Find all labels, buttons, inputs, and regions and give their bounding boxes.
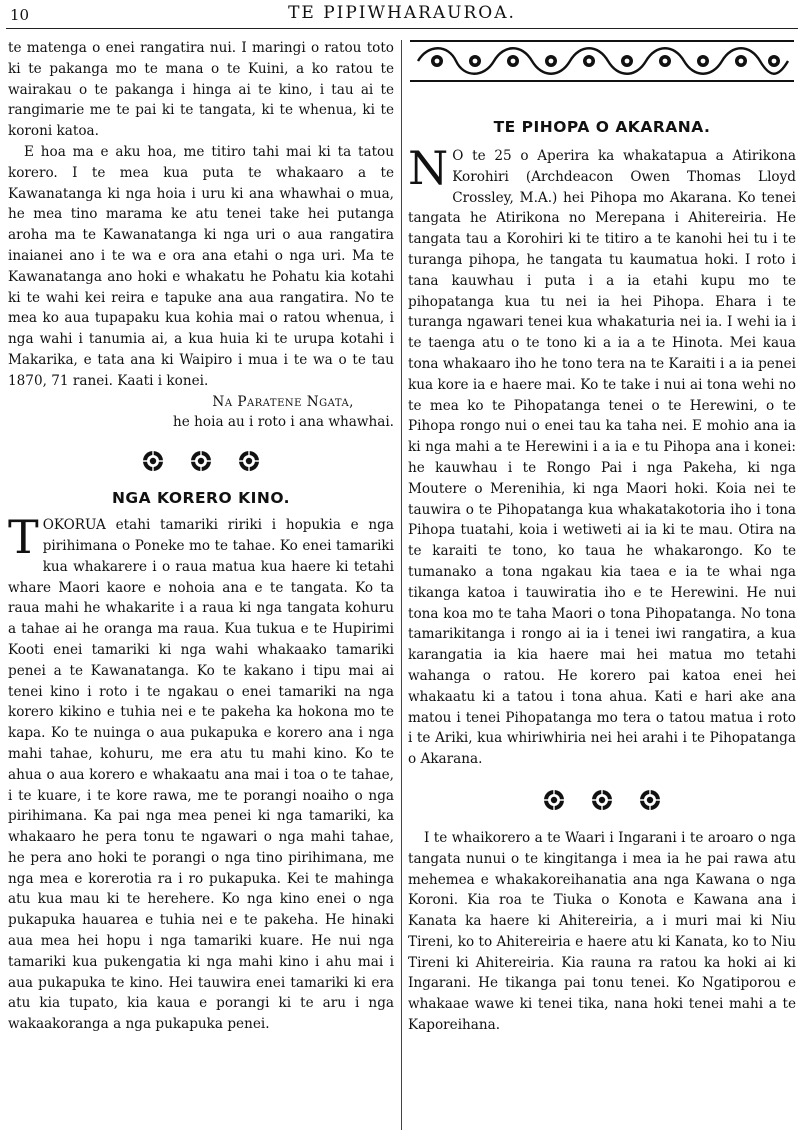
news-paragraph: I te whaikorero a te Waari i Ingarani i te aroaro o nga tangata nunui o te kingitanga i mea ia he pai rawa atu mehemea e whakakoreihanatia ana nga Kawana o nga Koroni. Kia roa te Tiuka o Konota e Kawana ana i Kanata ka haere ki Ahitereiria, a i muri mai ki Niu Tireni, ko to Ahitereiria e haere atu ki Kanata, ko to Niu Tireni ki Ahitereiria. Kia rauna ra ratou ka hoki ai ki Ingarani. He tikanga pai tonu tenei. Ko Ngatiporou e whakaae wawe ki tenei tika, nana hoki tenei mahi a te Kaporeihana. xyxy=(408,829,796,1034)
letter-paragraph: te matenga o enei rangatira nui. I maringi o ratou toto ki te pakanga mo te mana o te Kuini, a ko ratou te wairakau o te pakanga i hinga ai te kino, i tau ai te rangimarie me te pai ki te tangata, ki te whenua, ki te koroni katoa. xyxy=(8,40,394,140)
right-column xyxy=(408,38,796,1136)
decorative-band-icon xyxy=(408,38,796,84)
article-body xyxy=(408,141,796,770)
article-heading: TE PIHOPA O AKARANA. xyxy=(493,118,711,136)
drop-cap: N xyxy=(408,141,449,195)
newspaper-title: TE PIPIWHARAUROA. xyxy=(288,3,516,23)
header-rule xyxy=(6,28,798,29)
column-divider xyxy=(401,40,402,1130)
article-text: O te 25 o Aperira ka whakatapua a Atirikona Korohiri (Archdeacon Owen Thomas Lloyd Crossley, M.A.) hei Pihopa mo Akarana. Ko tenei tangata he Atirikona no Merepana i Ahitereiria. He tangata tau a Korohiri ki te titiro a te kanohi hei tu i te turanga pihopa, he tangata tu kaumatua hoki. I roto i tana kauwhau i puta i a ia etahi kupu mo te pihopatanga kua tu nei ia hei Pihopa. Ehara i te turanga ngawari tenei kua whakaturia nei ia. I wehi ia i te taenga atu o te tono ki a ia a te Hinota. Mei kaua tona whakaaro iho he tono tera na te Karaiti i a ia penei kua kore ia e haere mai. Ko te take i nui ai tona wehi no te mea ko te Pihopatanga tenei o te Herewini, o te Pihopa rongo nui o enei tau ka taha nei. E mohio ana ia ki nga mahi a te Herewini i a ia e tu Pihopa ana i konei: he kauwhau i te Rongo Pai i nga Pakeha, ki nga Moutere o Merenihia, ki nga Maori hoki. Koia nei te tauwira o te Pihopatanga kua whakatakotoria iho i tona Pihopa tuatahi, koia i wetiweti ai ia ki te mau. Otira na te karaiti te tono, ko taua he whakarongo. Ko te tumanako a tona ngakau kia taea e ia te whai nga tikanga katoa i tauwiratia iho e te Herewini. He nui tona koa mo te taha Maori o tona Pihopatanga. No tona tamarikitanga i rongo ai ia i tenei iwi rangatira, a kua karangatia ia kia haere mai hei matua mo tetahi wahanga o ratou. He korero pai katoa enei hei whakaatu ki a tatou i tona ahua. Kati e hari ake ana matou i tenei Pihopatanga mo tera o tatou matua i roto i te Ariki, kua whiriwhiria nei hei arahi i te Pihopatanga o Akarana. xyxy=(408,148,796,768)
signature-role: he hoia au i roto i ana whawhai. xyxy=(173,414,394,431)
rosette-icon xyxy=(639,789,661,811)
left-column xyxy=(8,38,394,1136)
rosette-icon xyxy=(238,450,260,472)
drop-cap: T xyxy=(8,510,39,565)
signature-name: Na Paratene Ngata, xyxy=(212,393,354,410)
ornament-row xyxy=(408,786,796,814)
article-heading: NGA KORERO KINO. xyxy=(111,489,291,508)
page-number: 10 xyxy=(10,6,30,24)
rosette-icon xyxy=(591,789,613,811)
rosette-icon xyxy=(543,789,565,811)
article-body xyxy=(8,510,394,1035)
page-header xyxy=(0,0,804,32)
article-text: OKORUA etahi tamariki ririki i hopukia e nga pirihimana o Poneke mo te tahae. Ko enei tamariki kua whakarere i o raua matua kua haere ki tetahi whare Maori kaore e nohoia ana e te tangata. Ko ta raua mahi he whakarite i a raua ki nga tangata kohuru a tahae ai he oranga ma raua. Kua tukua e te Hupirimi Kooti enei tamariki ki nga wahi whakaako tamariki penei a te Kawanatanga. Ko te kakano i tipu mai ai tenei kino i roto i te ngakau o enei tamariki na nga korero kikino e tuhia nei e te pakeha ka hokona mo te kapa. Ko te nuinga o aua pukapuka e korero ana i nga mahi tahae, kohuru, me era atu tu mahi kino. Ko te ahua o aua korero e whakaatu ana mai i toa o te tahae, i te kuare, i te kore rawa, me te porangi noaiho o nga pirihimana. Ka pai nga mea penei ki nga tamariki, ka whakaaro he pera tonu te ngawari o nga mahi tahae, he pera ano hoki te porangi o nga tino pirihimana, me nga mea e korerotia ra i ro pukapuka. Kei te mahinga atu kua mau ki te herehere. Ko nga kino enei o nga pukapuka hauarea e tuhia nei e te pakeha. He hinaki aua mea hei hopu i nga tamariki kuare. He nui nga tamariki kua pukengatia ki nga mahi kino i ahu mai i aua pukapuka te kino. Hei tauwira enei tamariki ki era atu kia tupato, kia kaua e porangi ki te aru i nga wakaakoranga a nga pukapuka penei. xyxy=(8,517,394,1033)
rosette-icon xyxy=(142,450,164,472)
letter-paragraph: E hoa ma e aku hoa, me titiro tahi mai ki ta tatou korero. I te mea kua puta te whakaaro a te Kawanatanga ki nga hoia i uru ki ana whawhai o mua, he mea tino marama ke atu tenei take hei putanga aroha ma te Kawanatanga ki nga uri o aua rangatira inaianei ano i te wa e ora ana etahi o nga uri. Ma te Kawanatanga ano hoki e whakatu he Pohatu kia kotahi ki te wahi kei reira e tapuke ana aua rangatira. No te mea ko aua tupapaku kua kohia mai o ratou whenua, i nga wahi i tanumia ai, a kua huia ki te urupa kotahi i Makarika, e tata ana ki Waipiro i mua i te wa o te tau 1870, 71 ranei. Kaati i konei. xyxy=(8,143,394,389)
rosette-icon xyxy=(190,450,212,472)
ornament-row xyxy=(8,447,394,475)
